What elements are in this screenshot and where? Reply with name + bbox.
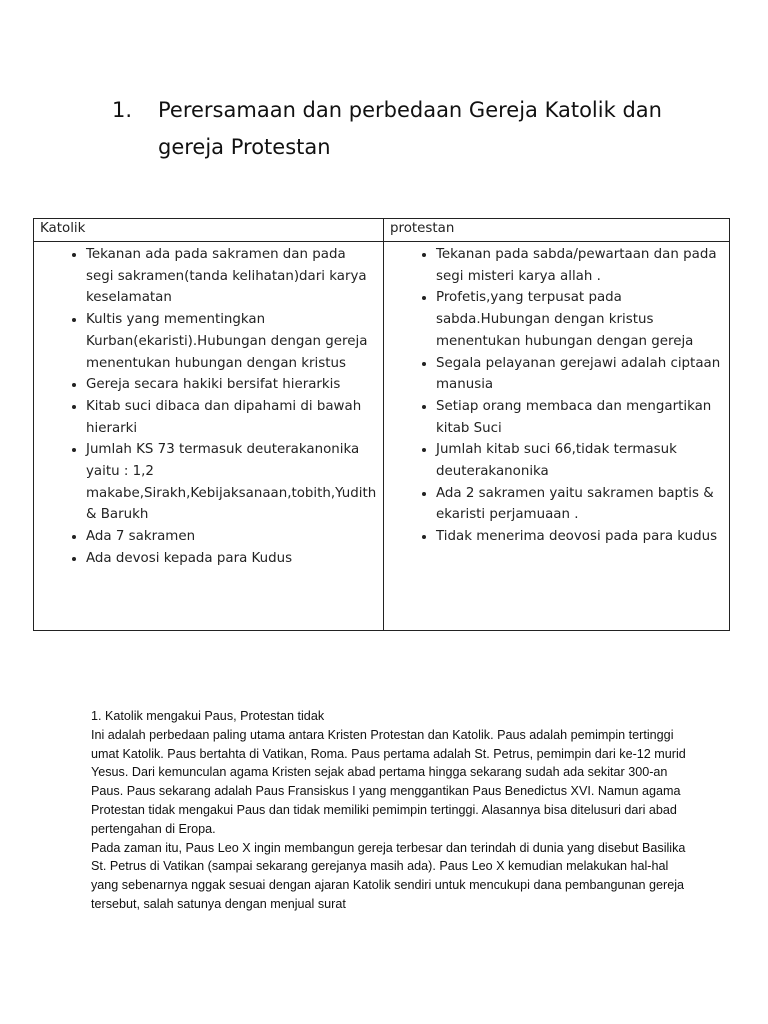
protestan-list <box>384 244 723 548</box>
paragraph-2: Pada zaman itu, Paus Leo X ingin membangun gereja terbesar dan terindah di dunia yang disebut Basilika St. Petrus di Vatikan (sampai sekarang gerejanya masih ada). Paus Leo X kemudian melakukan hal-hal yang sebenarnya nggak sesuai dengan ajaran Katolik sendiri untuk mencukupi dana pembangunan gereja tersebut, salah satunya dengan menjual surat <box>91 840 686 911</box>
list-item: • Tekanan pada sabda/pewartaan dan pada segi misteri karya allah . <box>436 244 723 287</box>
heading-text: Perersamaan dan perbedaan Gereja Katolik dan gereja Protestan <box>158 98 662 159</box>
list-item: • Tekanan ada pada sakramen dan pada segi sakramen(tanda kelihatan)dari karya keselamatan <box>86 244 377 309</box>
paragraph-1: Ini adalah perbedaan paling utama antara Kristen Protestan dan Katolik. Paus adalah pemimpin tertinggi umat Katolik. Paus bertahta di Vatikan, Roma. Paus pertama adalah St. Petrus, pemimpin dari ke-12 murid Yesus. Dari kemunculan agama Kristen sejak abad pertama hingga sekarang sudah ada sekitar 300-an Paus. Paus sekarang adalah Paus Fransiskus I yang menggantikan Paus Benedictus XVI. Namun agama Protestan tidak mengakui Paus dan tidak memiliki pemimpin tertinggi. Alasannya bisa ditelusuri dari abad pertengahan di Eropa. <box>91 727 686 836</box>
list-item: • Segala pelayanan gerejawi adalah ciptaan manusia <box>436 353 723 396</box>
list-item: • Ada devosi kepada para Kudus <box>86 548 377 570</box>
list-item: • Profetis,yang terpusat pada sabda.Hubungan dengan kristus menentukan hubungan dengan gereja <box>436 287 723 352</box>
list-item: • Setiap orang membaca dan mengartikan kitab Suci <box>436 396 723 439</box>
list-item: • Jumlah kitab suci 66,tidak termasuk deuterakanonika <box>436 439 723 482</box>
list-item: • Tidak menerima deovosi pada para kudus <box>436 526 723 548</box>
list-item: • Jumlah KS 73 termasuk deuterakanonika yaitu : 1,2 makabe,Sirakh,Kebijaksanaan,tobith,Yudith & Barukh <box>86 439 377 526</box>
body-text <box>91 707 691 914</box>
list-item: • Kultis yang mementingkan Kurban(ekaristi).Hubungan dengan gereja menentukan hubungan dengan kristus <box>86 309 377 374</box>
list-item: • Ada 7 sakramen <box>86 526 377 548</box>
katolik-cell <box>34 242 384 631</box>
table-row <box>34 242 730 631</box>
header-katolik: Katolik <box>34 219 384 242</box>
heading-number: 1. <box>112 98 133 122</box>
list-item: • Ada 2 sakramen yaitu sakramen baptis & ekaristi perjamuaan . <box>436 483 723 526</box>
paragraph-title: 1. Katolik mengakui Paus, Protestan tidak <box>91 709 325 723</box>
header-protestan: protestan <box>384 219 730 242</box>
list-item: • Kitab suci dibaca dan dipahami di bawah hierarki <box>86 396 377 439</box>
comparison-table <box>33 218 730 631</box>
katolik-list <box>34 244 377 570</box>
protestan-cell <box>384 242 730 631</box>
list-item: • Gereja secara hakiki bersifat hierarkis <box>86 374 377 396</box>
table-header-row <box>34 219 730 242</box>
